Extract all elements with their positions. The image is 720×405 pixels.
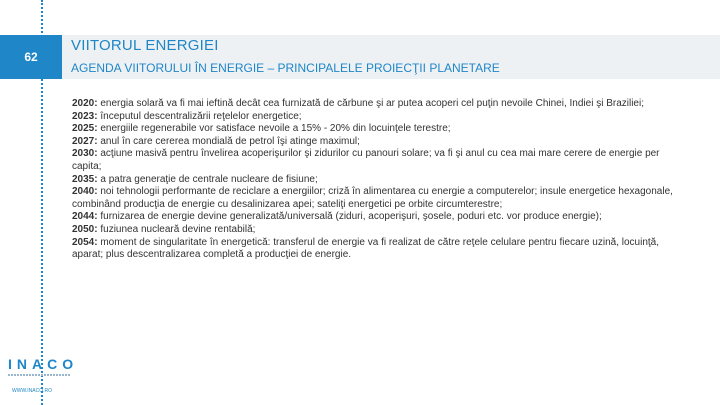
timeline-text: acţiune masivă pentru învelirea acoperişurilor şi zidurilor cu panouri solare; va fi şi anul cu cea mai mare cerere de energie per capita; bbox=[72, 148, 660, 172]
timeline-year: 2050: bbox=[72, 223, 98, 235]
timeline-text: furnizarea de energie devine generalizată/universală (ziduri, acoperişuri, şosele, poduri etc. vor produce energie); bbox=[97, 211, 602, 223]
timeline-item bbox=[72, 174, 682, 187]
logo-wordmark: INACO bbox=[8, 356, 79, 372]
timeline-year: 2035: bbox=[72, 173, 98, 185]
timeline-item bbox=[72, 211, 682, 224]
timeline-list bbox=[72, 98, 682, 262]
page-number: 62 bbox=[24, 50, 38, 64]
inaco-logo bbox=[8, 357, 78, 381]
timeline-item bbox=[72, 136, 682, 149]
timeline-text: începutul descentralizării reţelelor energetice; bbox=[97, 110, 302, 122]
timeline-item bbox=[72, 237, 682, 262]
page-number-badge bbox=[0, 35, 62, 79]
slide-title: VIITORUL ENERGIEI bbox=[71, 37, 219, 54]
timeline-year: 2025: bbox=[72, 123, 98, 135]
timeline-text: anul în care cererea mondială de petrol îşi atinge maximul; bbox=[97, 135, 360, 147]
timeline-item bbox=[72, 111, 682, 124]
timeline-text: fuziunea nucleară devine rentabilă; bbox=[97, 223, 256, 235]
website-url: WWW.INACO.RO bbox=[12, 388, 52, 394]
logo-tagline-graphic bbox=[8, 374, 70, 376]
timeline-item bbox=[72, 224, 682, 237]
timeline-year: 2054: bbox=[72, 236, 98, 248]
timeline-item bbox=[72, 123, 682, 136]
timeline-year: 2023: bbox=[72, 110, 98, 122]
timeline-year: 2020: bbox=[72, 98, 98, 109]
timeline-text: a patra generaţie de centrale nucleare de fisiune; bbox=[97, 173, 318, 185]
timeline-item bbox=[72, 148, 682, 173]
timeline-year: 2030: bbox=[72, 148, 98, 160]
timeline-text: energiile regenerabile vor satisface nevoile a 15% - 20% din locuinţele terestre; bbox=[97, 123, 451, 135]
timeline-item bbox=[72, 98, 682, 111]
timeline-text: energia solară va fi mai ieftină decât cea furnizată de cărbune şi ar putea acoperi cel puţin nevoile Chinei, Indiei şi Braziliei; bbox=[97, 98, 644, 109]
timeline-text: noi tehnologii performante de reciclare a energiilor; criză în alimentarea cu energie a computerelor; insule energetice hexagonale, combinând producţia de energie cu desalinizarea apei; sateliţi energetici pe orbite circumterestre; bbox=[72, 186, 673, 210]
timeline-year: 2027: bbox=[72, 135, 98, 147]
timeline-text: moment de singularitate în energetică: transferul de energie va fi realizat de către reţele celulare pentru fiecare uzină, locuinţă, aparat; plus descentralizarea completă a producţiei de energie. bbox=[72, 236, 660, 261]
timeline-year: 2040: bbox=[72, 186, 98, 198]
timeline-year: 2044: bbox=[72, 211, 98, 223]
slide-subtitle: AGENDA VIITORULUI ÎN ENERGIE – PRINCIPALELE PROIECŢII PLANETARE bbox=[71, 61, 500, 75]
timeline-item bbox=[72, 186, 682, 211]
